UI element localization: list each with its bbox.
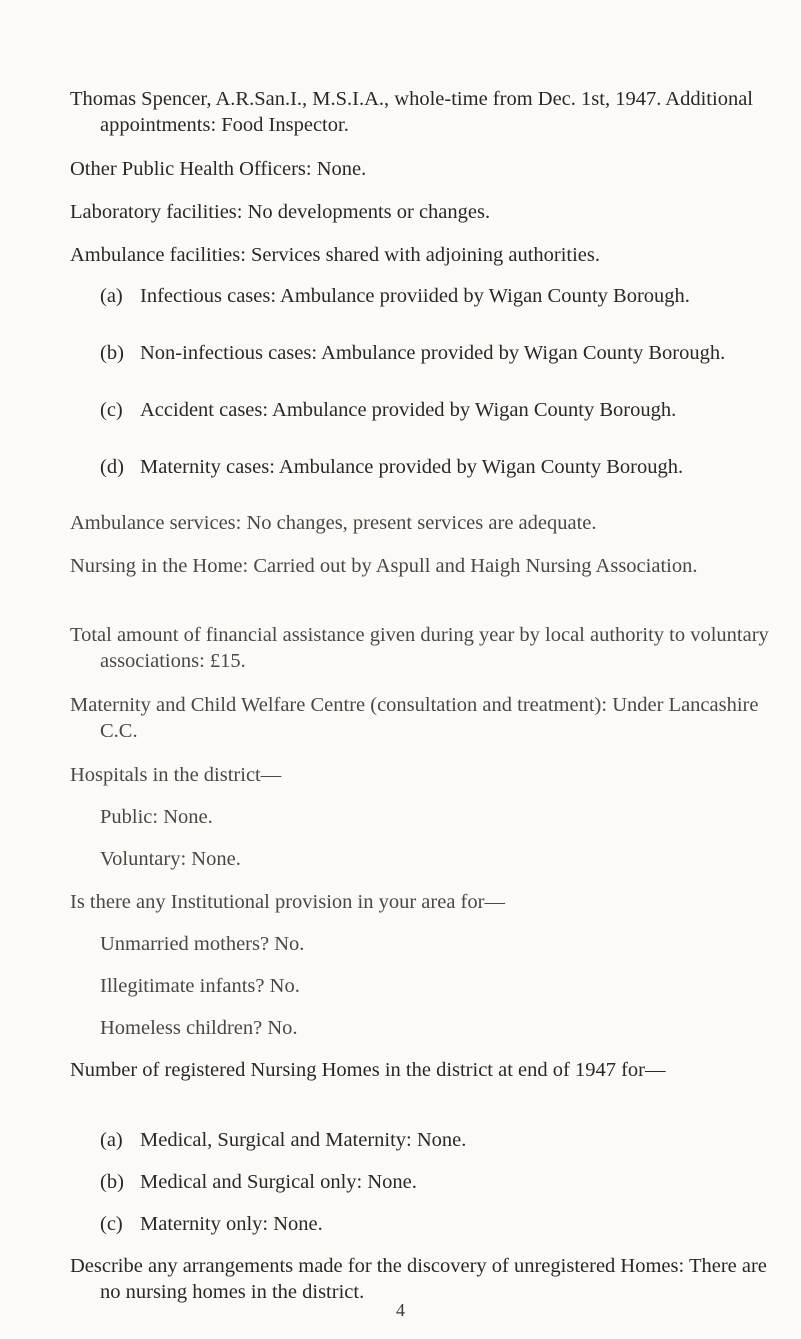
item-text: Infectious cases: Ambulance proviided by Wigan County Borough.	[140, 285, 690, 307]
nursing-home-item-a	[100, 1127, 742, 1153]
item-marker: (a)	[100, 1129, 123, 1151]
page-number: 4	[396, 1300, 405, 1320]
nursing-in-home: Nursing in the Home: Carried out by Aspull and Haigh Nursing Association.	[70, 555, 698, 577]
hospitals-voluntary: Voluntary: None.	[100, 848, 241, 870]
nursing-home-item-b	[100, 1169, 742, 1195]
ambulance-item-d	[100, 454, 742, 480]
ambulance-item-a	[100, 283, 742, 309]
hospitals-heading: Hospitals in the district—	[70, 764, 282, 786]
ambulance-services: Ambulance services: No changes, present services are adequate.	[70, 512, 597, 534]
item-marker: (a)	[100, 285, 123, 307]
ambulance-item-c	[100, 397, 742, 423]
item-marker: (b)	[100, 1171, 124, 1193]
institutional-provision: Is there any Institutional provision in your area for—	[70, 891, 505, 913]
item-marker: (b)	[100, 342, 124, 364]
item-text: Maternity cases: Ambulance provided by Wigan County Borough.	[140, 456, 684, 478]
item-text: Accident cases: Ambulance provided by Wigan County Borough.	[140, 399, 677, 421]
hospitals-public: Public: None.	[100, 806, 213, 828]
item-text: Maternity only: None.	[140, 1213, 323, 1235]
item-marker: (d)	[100, 456, 124, 478]
item-marker: (c)	[100, 1213, 123, 1235]
laboratory-facilities: Laboratory facilities: No developments or changes.	[70, 201, 491, 223]
registered-nursing-homes: Number of registered Nursing Homes in the district at end of 1947 for—	[70, 1059, 666, 1081]
item-text: Medical, Surgical and Maternity: None.	[140, 1129, 467, 1151]
officer-entry-spencer: Thomas Spencer, A.R.San.I., M.S.I.A., whole-time from Dec. 1st, 1947. Additional appointments: Food Inspector.	[70, 88, 753, 136]
other-public-health-officers: Other Public Health Officers: None.	[70, 158, 367, 180]
item-marker: (c)	[100, 399, 123, 421]
item-text: Medical and Surgical only: None.	[140, 1171, 417, 1193]
maternity-welfare-centre: Maternity and Child Welfare Centre (consultation and treatment): Under Lancashire C.C.	[70, 694, 759, 742]
unregistered-homes: Describe any arrangements made for the discovery of unregistered Homes: There are no nursing homes in the district.	[70, 1255, 767, 1303]
financial-assistance: Total amount of financial assistance given during year by local authority to voluntary associations: £15.	[70, 624, 769, 672]
ambulance-facilities: Ambulance facilities: Services shared with adjoining authorities.	[70, 244, 601, 266]
illegitimate-infants: Illegitimate infants? No.	[100, 975, 300, 997]
unmarried-mothers: Unmarried mothers? No.	[100, 933, 305, 955]
nursing-home-item-c	[100, 1211, 742, 1237]
ambulance-item-b	[100, 340, 742, 366]
homeless-children: Homeless children? No.	[100, 1017, 298, 1039]
item-text: Non-infectious cases: Ambulance provided by Wigan County Borough.	[140, 342, 726, 364]
